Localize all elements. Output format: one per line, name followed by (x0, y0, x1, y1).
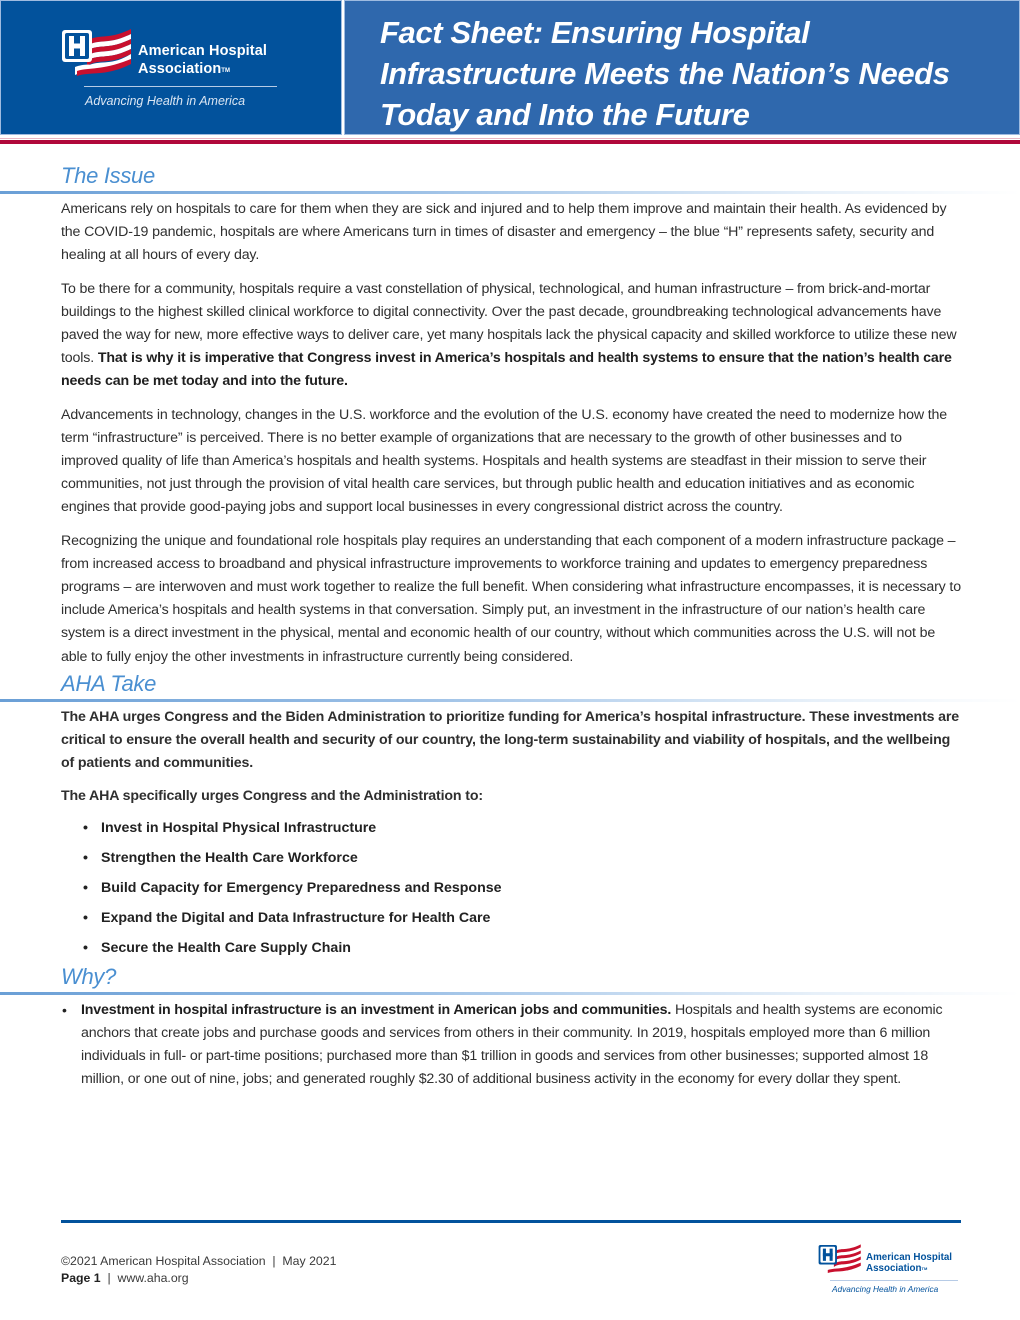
logo-tagline: Advancing Health in America (832, 1284, 939, 1294)
list-item: • Build Capacity for Emergency Preparedness and Response (61, 873, 961, 903)
header-divider-thin (0, 138, 1020, 139)
logo-tagline: Advancing Health in America (85, 94, 246, 108)
list-item: • Secure the Health Care Supply Chain (61, 933, 961, 963)
section-heading: Why? (61, 963, 117, 989)
trademark: TM (921, 1266, 928, 1271)
section-aha-take (61, 670, 961, 963)
section-why (61, 963, 961, 1092)
logo-name-line1: American Hospital (866, 1252, 953, 1263)
list-lead: The AHA specifically urges Congress and the Administration to: (61, 788, 483, 805)
paragraph-text: To be there for a community, hospitals require a vast constellation of physical, technological, and human infrastructure – from brick-and-mortar buildings to the highest skilled clinical workforce to digital connectivity. Over the past decade, groundbreaking technological advancements have paved the way for new, more effective ways to deliver care, yet many hospitals lack the physical capacity and skilled workforce to utilize these new tools. (61, 280, 957, 367)
paragraph (61, 278, 961, 394)
header-logo-panel (0, 0, 342, 135)
copyright-line: ©2021 American Hospital Association | May 2021 (61, 1254, 337, 1268)
section-heading: The Issue (61, 163, 155, 188)
section-the-issue (61, 162, 961, 669)
logo-divider (830, 1280, 958, 1281)
paragraph: Recognizing the unique and foundational role hospitals play requires an understanding that each component of a modern infrastructure package – from increased access to broadband and physical infrastructure improvements to workforce training and updates to emergency preparedness programs – are interwoven and must work together to realize the full benefit. When considering what infrastructure encompasses, it is necessary to include America’s hospitals and health systems in that conversation. Simply put, an investment in the infrastructure of our nation’s health care system is a direct investment in the physical, mental and economic health of our country, without which communities across the U.S. will not be able to fully enjoy the other investments in infrastructure currently being considered. (61, 532, 961, 665)
paragraph: The AHA urges Congress and the Biden Administration to prioritize funding for America’s hospital infrastructure. These investments are critical to ensure the overall health and security of our country, the long-term sustainability and viability of hospitals, and the wellbeing of patients and communities. (61, 708, 960, 772)
page-header (0, 0, 1020, 135)
logo-name-line2: Association (866, 1263, 922, 1274)
logo-name-line2: Association (138, 61, 222, 77)
footer-separator: | (100, 1271, 118, 1285)
page-footer (61, 1253, 336, 1287)
hospital-h-flag-icon (818, 1243, 862, 1275)
trademark: TM (221, 68, 231, 74)
item-emphasis: Investment in hospital infrastructure is an investment in American jobs and communities. (81, 1001, 672, 1018)
document-body (61, 162, 961, 1091)
list-item (61, 999, 961, 1092)
page-number: Page 1 (61, 1271, 101, 1285)
page-line (61, 1270, 336, 1287)
section-heading: AHA Take (61, 670, 157, 696)
list-item: • Strengthen the Health Care Workforce (61, 843, 961, 873)
hospital-h-flag-icon (61, 27, 133, 79)
section-rule (0, 191, 1020, 194)
logo-name-line1: American Hospital (138, 43, 268, 59)
footer-aha-logo (818, 1243, 968, 1298)
header-divider (0, 140, 1020, 144)
paragraph: Americans rely on hospitals to care for them when they are sick and injured and to help them improve and maintain their health. As evidenced by the COVID-19 pandemic, hospitals are where Americans turn in times of disaster and emergency – the blue “H” represents safety, security and healing at all hours of every day. (61, 201, 947, 264)
page-title: Fact Sheet: Ensuring Hospital Infrastructure Meets the Nation’s Needs Today and Into the Future (380, 15, 950, 132)
item-text: Hospitals and health systems are economic anchors that create jobs and purchase goods and services from others in their community. In 2019, hospitals employed more than 6 million individuals in full- or part-time positions; purchased more than $1 trillion in goods and services from other businesses; supported almost 18 million, or one out of nine, jobs; and generated roughly $2.30 of additional business activity in the economy for every dollar they spent. (81, 1001, 943, 1088)
logo-divider (84, 86, 277, 87)
paragraph: Advancements in technology, changes in the U.S. workforce and the evolution of the U.S. economy have created the need to modernize how the term “infrastructure” is perceived. There is no better example of organizations that are necessary to the growth of other businesses and to improved quality of life than America’s hospitals and health systems. Hospitals and health systems are steadfast in their mission to serve their communities, not just through the provision of vital health care services, but through public health and education initiatives and as economic engines that provide good-paying jobs and support local businesses in every congressional district across the country. (61, 406, 948, 516)
section-rule (0, 699, 1020, 702)
footer-divider (61, 1220, 961, 1223)
list-item: • Expand the Digital and Data Infrastructure for Health Care (61, 903, 961, 933)
list-item: • Invest in Hospital Physical Infrastructure (61, 813, 961, 843)
paragraph-emphasis: That is why it is imperative that Congress invest in America’s hospitals and health systems to ensure that the nation’s health care needs can be met today and into the future. (61, 350, 952, 390)
logo-org-name (866, 1252, 952, 1274)
website-link[interactable]: www.aha.org (117, 1271, 189, 1285)
section-rule (0, 992, 1020, 995)
recommendation-list (61, 813, 961, 963)
logo-org-name (138, 42, 267, 78)
